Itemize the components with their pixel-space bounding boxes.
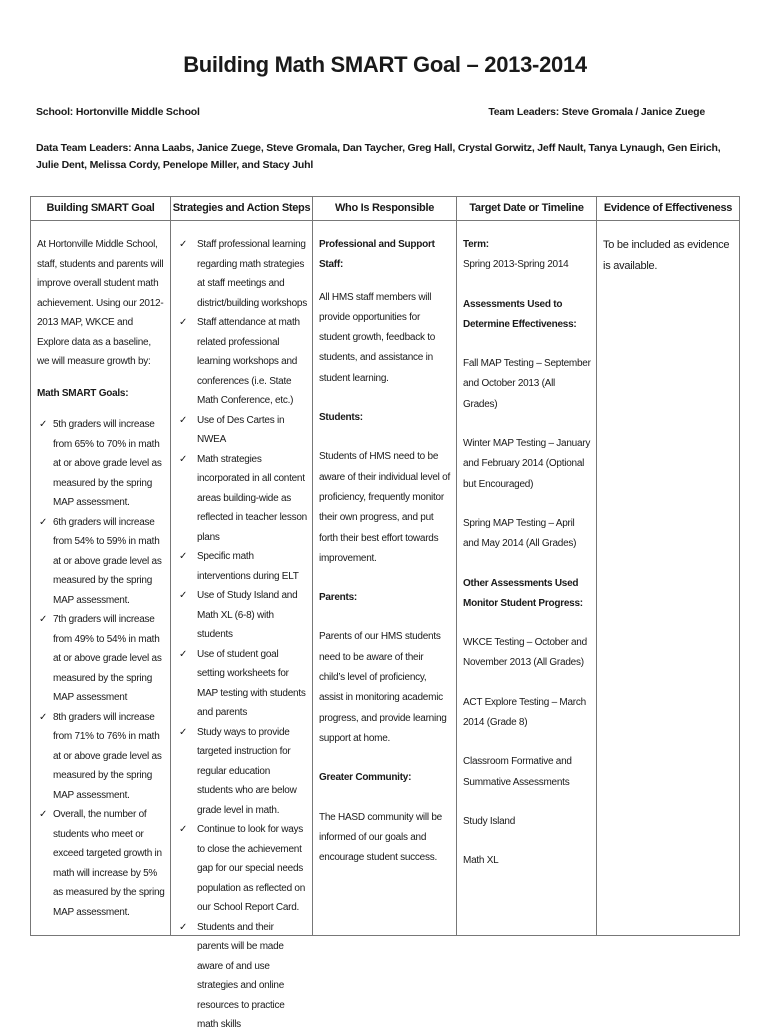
checkmark-icon: ✓ <box>39 419 48 430</box>
smart-goal-table <box>30 196 740 1030</box>
checkmark-icon: ✓ <box>179 453 188 465</box>
other-assessment-item: Math XL <box>463 855 499 867</box>
checkmark-icon: ✓ <box>179 648 188 660</box>
staff-text: All HMS staff members will provide opportunities for student growth, feedback to students, and assistance in student learning. <box>319 291 436 384</box>
assessments-heading: Assessments Used to Determine Effectiveness: <box>463 298 577 330</box>
goal-intro: At Hortonville Middle School, staff, students and parents will improve overall student math achievement. Using our 2012-2013 MAP, WKCE and Explore data as a baseline, we will measure growth by: <box>37 239 164 367</box>
goal-item <box>37 610 165 708</box>
goal-item <box>37 513 165 611</box>
column-target-date <box>456 197 596 935</box>
goal-item <box>37 805 165 922</box>
assessment-item: Spring MAP Testing – April and May 2014 (All Grades) <box>463 517 577 550</box>
other-assessment-item: Classroom Formative and Summative Assessments <box>463 756 572 788</box>
strategy-item-text: Use of Des Cartes in NWEA <box>197 414 285 445</box>
strategy-item <box>177 918 307 1035</box>
other-assessments-list <box>463 614 591 890</box>
column-header: Strategies and Action Steps <box>171 197 312 221</box>
assessments-list <box>463 335 591 573</box>
school-name: School: Hortonville Middle School <box>36 106 200 118</box>
data-team-leaders: Data Team Leaders: Anna Laabs, Janice Zuege, Steve Gromala, Dan Taycher, Greg Hall, Crystal Gorwitz, Jeff Nault, Tanya Lynaugh, Gen Eirich, Julie Dent, Melissa Cordy, Penelope Miller, and Stacy Juhl <box>36 142 721 171</box>
strategy-item-text: Specific math interventions during ELT <box>197 551 299 582</box>
students-text: Students of HMS need to be aware of their individual level of proficiency, frequently monitor their own progress, and put forth their best effort towards improvement. <box>319 451 451 564</box>
column-strategies <box>170 197 312 1030</box>
other-assessments-heading: Other Assessments Used Monitor Student Progress: <box>463 577 583 609</box>
column-header: Building SMART Goal <box>31 197 170 221</box>
checkmark-icon: ✓ <box>179 414 188 426</box>
strategy-item-text: Study ways to provide targeted instruction for regular education students who are below grade level in math. <box>197 726 297 816</box>
community-text: The HASD community will be informed of our goals and encourage student success. <box>319 811 442 864</box>
column-header: Who Is Responsible <box>313 197 456 221</box>
strategy-item <box>177 645 307 723</box>
math-goals-heading: Math SMART Goals: <box>37 387 129 399</box>
checkmark-icon: ✓ <box>179 726 188 738</box>
parents-text: Parents of our HMS students need to be aware of their child’s level of proficiency, assist in monitoring academic progress, and provide learning support at home. <box>319 631 447 744</box>
checkmark-icon: ✓ <box>179 317 188 328</box>
strategy-item <box>177 235 307 313</box>
students-heading: Students: <box>319 412 363 424</box>
strategy-item <box>177 450 307 548</box>
assessment-item: Fall MAP Testing – September and October 2013 (All Grades) <box>463 358 591 410</box>
checkmark-icon: ✓ <box>179 824 188 835</box>
goal-item-text: 5th graders will increase from 65% to 70% in math at or above grade level as measured by the spring MAP assessment. <box>53 419 162 508</box>
staff-heading: Professional and Support Staff: <box>319 239 435 271</box>
team-leaders: Team Leaders: Steve Gromala / Janice Zuege <box>488 106 705 118</box>
strategy-item-text: Staff professional learning regarding math strategies at staff meetings and district/building workshops <box>197 239 307 309</box>
strategy-item <box>177 820 307 918</box>
strategy-item-text: Staff attendance at math related professional learning workshops and conferences (i.e. State Math Conference, etc.) <box>197 317 300 406</box>
strategy-item <box>177 586 307 645</box>
strategy-list <box>177 235 307 1035</box>
checkmark-icon: ✓ <box>179 239 188 250</box>
checkmark-icon: ✓ <box>39 711 48 723</box>
goal-item-text: 6th graders will increase from 54% to 59% in math at or above grade level as measured by the spring MAP assessment. <box>53 516 162 606</box>
other-assessment-item: Study Island <box>463 815 516 827</box>
goal-item <box>37 708 165 806</box>
term-value: Spring 2013-Spring 2014 <box>463 259 569 271</box>
checkmark-icon: ✓ <box>39 809 48 820</box>
goal-list <box>37 415 165 922</box>
evidence-text: To be included as evidence is available. <box>603 239 730 272</box>
strategy-item <box>177 547 307 586</box>
checkmark-icon: ✓ <box>179 590 188 601</box>
other-assessment-item: WKCE Testing – October and November 2013 (All Grades) <box>463 637 587 669</box>
strategy-item <box>177 411 307 450</box>
checkmark-icon: ✓ <box>39 614 48 625</box>
strategy-item-text: Math strategies incorporated in all content areas building-wide as reflected in teacher lesson plans <box>197 453 307 543</box>
strategy-item-text: Use of student goal setting worksheets for MAP testing with students and parents <box>197 648 306 718</box>
strategy-item-text: Use of Study Island and Math XL (6-8) with students <box>197 590 298 640</box>
goal-item-text: 8th graders will increase from 71% to 76% in math at or above grade level as measured by the spring MAP assessment. <box>53 711 162 801</box>
parents-heading: Parents: <box>319 592 358 604</box>
term-heading: Term: <box>463 239 489 250</box>
community-heading: Greater Community: <box>319 772 412 784</box>
column-header: Target Date or Timeline <box>457 197 596 221</box>
column-building-smart-goal <box>30 197 170 935</box>
document-title: Building Math SMART Goal – 2013-2014 <box>183 52 587 77</box>
column-who-is-responsible <box>312 197 456 935</box>
strategy-item <box>177 313 307 411</box>
goal-item-text: 7th graders will increase from 49% to 54% in math at or above grade level as measured by the spring MAP assessment <box>53 614 162 703</box>
strategy-item <box>177 723 307 821</box>
goal-item-text: Overall, the number of students who meet or exceed targeted growth in math will increase by 5% as measured by the spring MAP assessment. <box>53 809 165 918</box>
column-evidence <box>596 197 740 935</box>
other-assessment-item: ACT Explore Testing – March 2014 (Grade 8) <box>463 696 586 729</box>
checkmark-icon: ✓ <box>39 516 48 528</box>
strategy-item-text: Continue to look for ways to close the achievement gap for our special needs population as reflected on our School Report Card. <box>197 824 306 913</box>
checkmark-icon: ✓ <box>179 921 188 933</box>
column-header: Evidence of Effectiveness <box>597 197 739 221</box>
strategy-item-text: Students and their parents will be made aware of and use strategies and online resources to practice math skills <box>197 921 285 1030</box>
checkmark-icon: ✓ <box>179 551 188 562</box>
goal-item <box>37 415 165 513</box>
assessment-item: Winter MAP Testing – January and February 2014 (Optional but Encouraged) <box>463 438 591 490</box>
